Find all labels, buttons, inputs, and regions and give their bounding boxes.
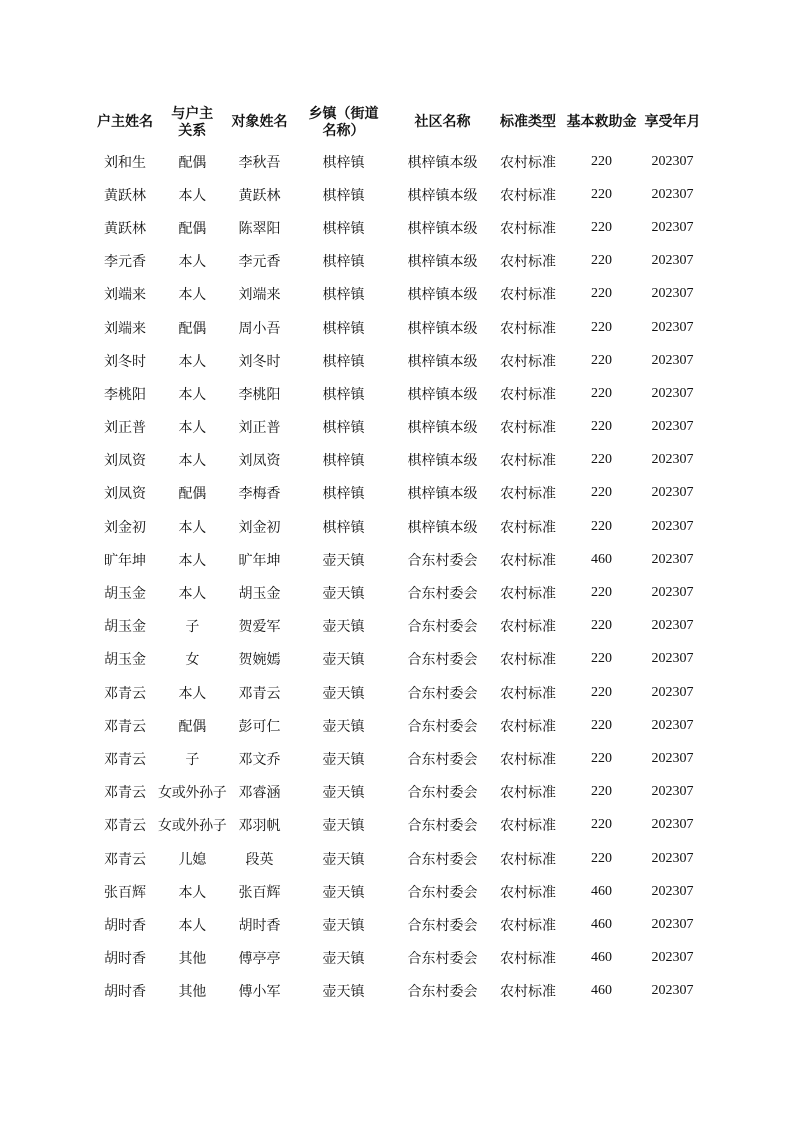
basic-aid-cell: 220 [591, 585, 612, 601]
householder-cell: 邓青云 [104, 751, 146, 768]
month-cell: 202307 [651, 186, 694, 202]
recipient-cell: 李桃阳 [238, 386, 281, 403]
table-row [92, 477, 708, 510]
relation-cell: 本人 [178, 187, 206, 204]
month-cell: 202307 [651, 518, 694, 534]
recipient-cell: 张百辉 [238, 884, 281, 901]
month-cell: 202307 [651, 784, 694, 800]
community-cell: 合东村委会 [407, 586, 478, 603]
month-cell: 202307 [651, 452, 694, 468]
relation-cell: 子 [185, 619, 200, 636]
recipient-cell: 李元香 [238, 254, 281, 271]
township-cell: 棋梓镇 [322, 187, 365, 204]
recipient-cell: 贺婉嫣 [238, 652, 281, 669]
community-cell: 棋梓镇本级 [407, 187, 478, 204]
township-cell: 棋梓镇 [322, 254, 365, 271]
community-cell: 棋梓镇本级 [407, 453, 478, 470]
relation-cell: 配偶 [178, 320, 206, 337]
basic-aid-cell: 460 [591, 916, 612, 932]
table-row [92, 311, 708, 344]
township-cell: 棋梓镇 [322, 386, 365, 403]
township-cell: 壶天镇 [322, 718, 365, 735]
month-cell: 202307 [651, 253, 694, 269]
month-cell: 202307 [651, 485, 694, 501]
relation-cell: 本人 [178, 353, 206, 370]
table-row [92, 145, 708, 178]
recipient-cell: 邓青云 [238, 685, 281, 702]
community-cell: 合东村委会 [407, 685, 478, 702]
community-cell: 棋梓镇本级 [407, 420, 478, 437]
month-cell: 202307 [651, 817, 694, 833]
recipient-cell: 刘凤资 [238, 453, 281, 470]
basic-aid-cell: 220 [591, 452, 612, 468]
householder-cell: 刘金初 [104, 519, 146, 536]
relation-cell: 本人 [178, 586, 206, 603]
standard-type-cell: 农村标准 [500, 254, 556, 271]
basic-aid-cell: 220 [591, 850, 612, 866]
standard-type-cell: 农村标准 [500, 951, 556, 968]
basic-aid-cell: 220 [591, 485, 612, 501]
householder-cell: 胡时香 [104, 951, 146, 968]
month-cell: 202307 [651, 352, 694, 368]
standard-type-cell: 农村标准 [500, 917, 556, 934]
householder-cell: 黄跃林 [104, 220, 146, 237]
month-cell: 202307 [651, 618, 694, 634]
township-cell: 壶天镇 [322, 984, 365, 1001]
householder-cell: 邓青云 [104, 785, 146, 802]
community-cell: 合东村委会 [407, 619, 478, 636]
recipient-cell: 刘端来 [238, 287, 281, 304]
standard-type-cell: 农村标准 [500, 751, 556, 768]
householder-cell: 邓青云 [104, 718, 146, 735]
header-community: 社区名称 [414, 114, 471, 130]
standard-type-cell: 农村标准 [500, 652, 556, 669]
township-cell: 棋梓镇 [322, 353, 365, 370]
community-cell: 合东村委会 [407, 917, 478, 934]
table-row [92, 809, 708, 842]
community-cell: 合东村委会 [407, 984, 478, 1001]
relation-cell: 女或外孙子 [158, 818, 227, 835]
basic-aid-cell: 220 [591, 153, 612, 169]
standard-type-cell: 农村标准 [500, 486, 556, 503]
header-township: 乡镇（街道名称） [308, 105, 379, 139]
standard-type-cell: 农村标准 [500, 453, 556, 470]
month-cell: 202307 [651, 551, 694, 567]
householder-cell: 刘凤资 [104, 486, 146, 503]
header-row [92, 100, 708, 145]
relation-cell: 本人 [178, 685, 206, 702]
recipient-cell: 胡玉金 [238, 586, 281, 603]
standard-type-cell: 农村标准 [500, 320, 556, 337]
community-cell: 合东村委会 [407, 718, 478, 735]
basic-aid-cell: 220 [591, 684, 612, 700]
table-row [92, 344, 708, 377]
table-row [92, 875, 708, 908]
standard-type-cell: 农村标准 [500, 818, 556, 835]
relation-cell: 本人 [178, 420, 206, 437]
relation-cell: 配偶 [178, 154, 206, 171]
township-cell: 壶天镇 [322, 586, 365, 603]
householder-cell: 邓青云 [104, 851, 146, 868]
householder-cell: 刘凤资 [104, 453, 146, 470]
recipient-cell: 李梅香 [238, 486, 281, 503]
community-cell: 合东村委会 [407, 951, 478, 968]
basic-aid-cell: 460 [591, 551, 612, 567]
standard-type-cell: 农村标准 [500, 420, 556, 437]
householder-cell: 刘和生 [104, 154, 146, 171]
relation-cell: 配偶 [178, 718, 206, 735]
township-cell: 棋梓镇 [322, 320, 365, 337]
month-cell: 202307 [651, 983, 694, 999]
month-cell: 202307 [651, 850, 694, 866]
householder-cell: 邓青云 [104, 818, 146, 835]
community-cell: 合东村委会 [407, 785, 478, 802]
relation-cell: 本人 [178, 453, 206, 470]
recipient-cell: 邓羽帆 [238, 818, 281, 835]
recipient-cell: 黄跃林 [238, 187, 281, 204]
township-cell: 壶天镇 [322, 851, 365, 868]
table-row [92, 776, 708, 809]
township-cell: 壶天镇 [322, 685, 365, 702]
township-cell: 壶天镇 [322, 751, 365, 768]
standard-type-cell: 农村标准 [500, 353, 556, 370]
table-body [92, 145, 708, 1008]
month-cell: 202307 [651, 286, 694, 302]
recipient-cell: 刘冬时 [238, 353, 281, 370]
recipient-cell: 贺爱军 [238, 619, 281, 636]
basic-aid-cell: 220 [591, 319, 612, 335]
standard-type-cell: 农村标准 [500, 685, 556, 702]
basic-aid-cell: 220 [591, 352, 612, 368]
township-cell: 壶天镇 [322, 619, 365, 636]
header-month: 享受年月 [644, 114, 701, 130]
recipient-cell: 刘金初 [238, 519, 281, 536]
basic-aid-cell: 220 [591, 717, 612, 733]
householder-cell: 张百辉 [104, 884, 146, 901]
householder-cell: 胡玉金 [104, 619, 146, 636]
township-cell: 棋梓镇 [322, 154, 365, 171]
month-cell: 202307 [651, 153, 694, 169]
table-row [92, 211, 708, 244]
table-row [92, 543, 708, 576]
community-cell: 棋梓镇本级 [407, 386, 478, 403]
month-cell: 202307 [651, 883, 694, 899]
householder-cell: 胡时香 [104, 917, 146, 934]
standard-type-cell: 农村标准 [500, 984, 556, 1001]
householder-cell: 李元香 [104, 254, 146, 271]
relation-cell: 本人 [178, 884, 206, 901]
table-row [92, 245, 708, 278]
basic-aid-cell: 460 [591, 883, 612, 899]
standard-type-cell: 农村标准 [500, 718, 556, 735]
basic-aid-cell: 460 [591, 983, 612, 999]
community-cell: 棋梓镇本级 [407, 154, 478, 171]
basic-aid-cell: 460 [591, 950, 612, 966]
month-cell: 202307 [651, 319, 694, 335]
relation-cell: 子 [185, 751, 200, 768]
relief-table [92, 100, 708, 1008]
community-cell: 棋梓镇本级 [407, 519, 478, 536]
standard-type-cell: 农村标准 [500, 619, 556, 636]
table-row [92, 610, 708, 643]
standard-type-cell: 农村标准 [500, 552, 556, 569]
table-row [92, 377, 708, 410]
basic-aid-cell: 220 [591, 219, 612, 235]
recipient-cell: 周小吾 [238, 320, 281, 337]
householder-cell: 邓青云 [104, 685, 146, 702]
relation-cell: 本人 [178, 519, 206, 536]
township-cell: 棋梓镇 [322, 486, 365, 503]
basic-aid-cell: 220 [591, 385, 612, 401]
township-cell: 壶天镇 [322, 652, 365, 669]
month-cell: 202307 [651, 950, 694, 966]
householder-cell: 黄跃林 [104, 187, 146, 204]
householder-cell: 胡时香 [104, 984, 146, 1001]
month-cell: 202307 [651, 651, 694, 667]
table-row [92, 676, 708, 709]
relation-cell: 配偶 [178, 220, 206, 237]
relation-cell: 本人 [178, 287, 206, 304]
header-recipient: 对象姓名 [231, 114, 288, 130]
householder-cell: 刘端来 [104, 287, 146, 304]
relation-cell: 配偶 [178, 486, 206, 503]
standard-type-cell: 农村标准 [500, 187, 556, 204]
recipient-cell: 段英 [245, 851, 274, 868]
table-row [92, 975, 708, 1008]
relation-cell: 女或外孙子 [158, 785, 227, 802]
relation-cell: 本人 [178, 917, 206, 934]
community-cell: 棋梓镇本级 [407, 287, 478, 304]
householder-cell: 胡玉金 [104, 652, 146, 669]
relation-cell: 其他 [178, 984, 206, 1001]
table-row [92, 510, 708, 543]
relation-cell: 其他 [178, 951, 206, 968]
community-cell: 棋梓镇本级 [407, 220, 478, 237]
community-cell: 棋梓镇本级 [407, 254, 478, 271]
community-cell: 合东村委会 [407, 818, 478, 835]
basic-aid-cell: 220 [591, 750, 612, 766]
basic-aid-cell: 220 [591, 518, 612, 534]
community-cell: 棋梓镇本级 [407, 320, 478, 337]
community-cell: 合东村委会 [407, 851, 478, 868]
community-cell: 棋梓镇本级 [407, 486, 478, 503]
relation-cell: 女 [185, 652, 200, 669]
community-cell: 合东村委会 [407, 652, 478, 669]
township-cell: 棋梓镇 [322, 519, 365, 536]
relation-cell: 本人 [178, 386, 206, 403]
month-cell: 202307 [651, 916, 694, 932]
recipient-cell: 傅亭亭 [238, 951, 281, 968]
basic-aid-cell: 220 [591, 651, 612, 667]
householder-cell: 刘冬时 [104, 353, 146, 370]
month-cell: 202307 [651, 717, 694, 733]
table-row [92, 444, 708, 477]
header-basic-aid: 基本救助金 [566, 114, 637, 130]
basic-aid-cell: 220 [591, 186, 612, 202]
standard-type-cell: 农村标准 [500, 154, 556, 171]
householder-cell: 李桃阳 [104, 386, 146, 403]
township-cell: 棋梓镇 [322, 220, 365, 237]
householder-cell: 刘正普 [104, 420, 146, 437]
standard-type-cell: 农村标准 [500, 884, 556, 901]
recipient-cell: 胡时香 [238, 917, 281, 934]
recipient-cell: 邓睿涵 [238, 785, 281, 802]
relation-cell: 本人 [178, 552, 206, 569]
community-cell: 棋梓镇本级 [407, 353, 478, 370]
table-row [92, 643, 708, 676]
standard-type-cell: 农村标准 [500, 586, 556, 603]
basic-aid-cell: 220 [591, 253, 612, 269]
basic-aid-cell: 220 [591, 817, 612, 833]
standard-type-cell: 农村标准 [500, 386, 556, 403]
basic-aid-cell: 220 [591, 618, 612, 634]
recipient-cell: 刘正普 [238, 420, 281, 437]
recipient-cell: 彭可仁 [238, 718, 281, 735]
standard-type-cell: 农村标准 [500, 785, 556, 802]
standard-type-cell: 农村标准 [500, 851, 556, 868]
month-cell: 202307 [651, 385, 694, 401]
table-header [92, 100, 708, 145]
recipient-cell: 旷年坤 [238, 552, 281, 569]
basic-aid-cell: 220 [591, 784, 612, 800]
table-row [92, 411, 708, 444]
recipient-cell: 傅小军 [238, 984, 281, 1001]
table-row [92, 709, 708, 742]
header-standard-type: 标准类型 [500, 114, 556, 130]
township-cell: 壶天镇 [322, 951, 365, 968]
township-cell: 壶天镇 [322, 917, 365, 934]
relation-cell: 儿媳 [178, 851, 206, 868]
month-cell: 202307 [651, 684, 694, 700]
table-row [92, 178, 708, 211]
householder-cell: 胡玉金 [104, 586, 146, 603]
township-cell: 棋梓镇 [322, 287, 365, 304]
recipient-cell: 李秋吾 [238, 154, 281, 171]
standard-type-cell: 农村标准 [500, 287, 556, 304]
header-householder: 户主姓名 [97, 114, 153, 130]
householder-cell: 旷年坤 [104, 552, 146, 569]
month-cell: 202307 [651, 750, 694, 766]
table-row [92, 842, 708, 875]
householder-cell: 刘端来 [104, 320, 146, 337]
table-row [92, 908, 708, 941]
township-cell: 壶天镇 [322, 552, 365, 569]
table-row [92, 742, 708, 775]
township-cell: 棋梓镇 [322, 420, 365, 437]
header-relation: 与户主关系 [171, 105, 214, 139]
standard-type-cell: 农村标准 [500, 519, 556, 536]
table-row [92, 278, 708, 311]
relation-cell: 本人 [178, 254, 206, 271]
township-cell: 壶天镇 [322, 884, 365, 901]
community-cell: 合东村委会 [407, 884, 478, 901]
township-cell: 壶天镇 [322, 785, 365, 802]
community-cell: 合东村委会 [407, 751, 478, 768]
standard-type-cell: 农村标准 [500, 220, 556, 237]
table-row [92, 942, 708, 975]
basic-aid-cell: 220 [591, 286, 612, 302]
month-cell: 202307 [651, 585, 694, 601]
basic-aid-cell: 220 [591, 419, 612, 435]
month-cell: 202307 [651, 219, 694, 235]
month-cell: 202307 [651, 419, 694, 435]
community-cell: 合东村委会 [407, 552, 478, 569]
township-cell: 棋梓镇 [322, 453, 365, 470]
recipient-cell: 陈翠阳 [238, 220, 281, 237]
table-row [92, 576, 708, 609]
recipient-cell: 邓文乔 [238, 751, 281, 768]
township-cell: 壶天镇 [322, 818, 365, 835]
